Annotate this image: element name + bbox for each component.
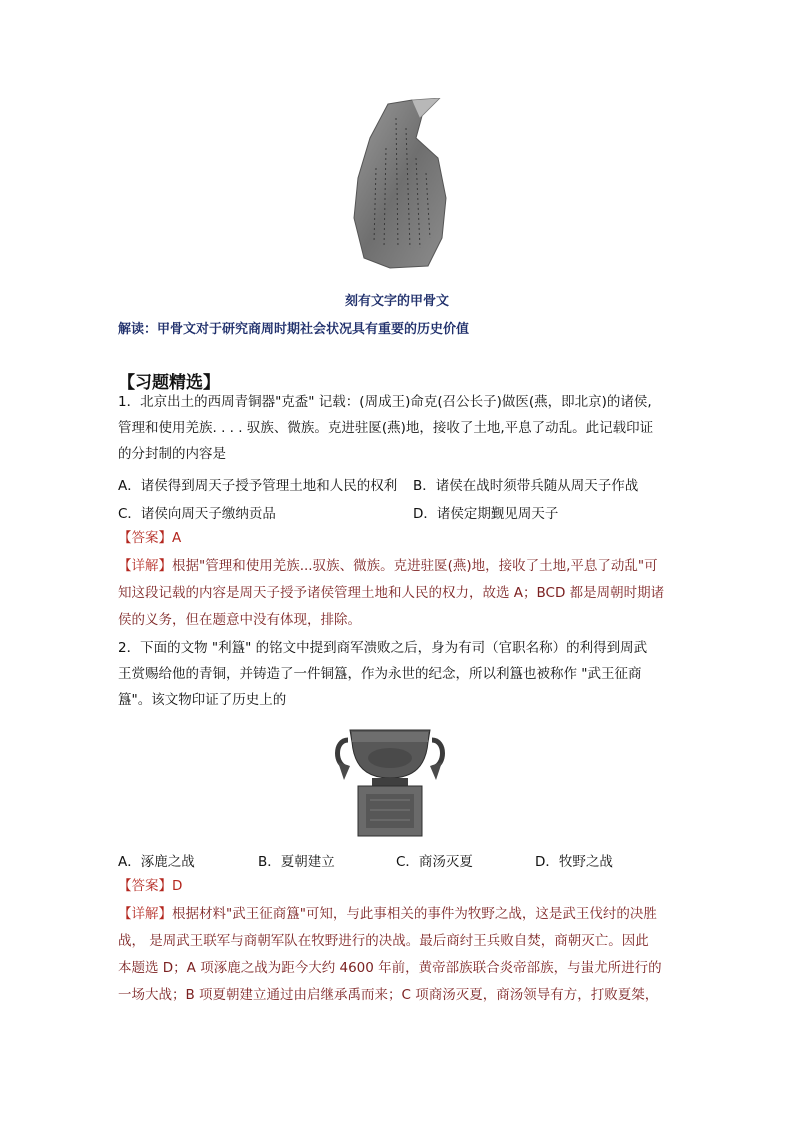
q2-detail-line-4: 一场大战；B 项夏朝建立通过由启继承禹而来；C 项商汤灭夏，商汤领导有方，打败夏桀，	[118, 987, 659, 1003]
q1-detail-text-1: 根据"管理和使用羌族...驭族、微族。克进驻匽(燕)地，接收了土地,平息了动乱"可	[172, 558, 658, 574]
section-title: 【习题精选】	[118, 373, 220, 393]
q1-line-2: 管理和使用羌族. . . . 驭族、微族。克进驻匽(燕)地，接收了土地,平息了动乱。此记载印证	[118, 420, 654, 436]
q2-detail-line-2: 战， 是周武王联军与商朝军队在牧野进行的决战。最后商纣王兵败自焚，商朝灭亡。因此	[118, 933, 649, 949]
q2-line-1: 2．下面的文物 "利簋" 的铭文中提到商军溃败之后，身为有司（官职名称）的利得到周武	[118, 640, 648, 656]
q1-answer-label: 【答案】	[118, 530, 172, 546]
note-label: 解读：	[118, 322, 158, 337]
q1-detail-label: 【详解】	[118, 558, 172, 574]
q1-option-b: B．诸侯在战时须带兵随从周天子作战	[413, 478, 639, 494]
q2-detail-text-1: 根据材料"武王征商簋"可知，与此事相关的事件为牧野之战，这是武王伐纣的决胜	[172, 906, 657, 922]
q1-answer	[118, 528, 678, 548]
q2-answer	[118, 876, 678, 896]
figure-caption: 刻有文字的甲骨文	[344, 294, 449, 309]
q1-detail-line-2: 知这段记载的内容是周天子授予诸侯管理土地和人民的权力，故选 A；BCD 都是周朝时期诸	[118, 585, 665, 601]
note-text: 甲骨文对于研究商周时期社会状况具有重要的历史价值	[157, 322, 470, 337]
bronze-gui-image	[330, 722, 450, 838]
q1-answer-value: A	[172, 530, 182, 546]
figure-note	[118, 318, 469, 337]
q1-detail-line-1	[118, 556, 678, 576]
q2-answer-value: D	[172, 878, 183, 894]
q1-option-c: C．诸侯向周天子缴纳贡品	[118, 506, 276, 522]
q2-option-b: B．夏朝建立	[258, 854, 335, 870]
q1-line-3: 的分封制的内容是	[118, 446, 226, 462]
q2-detail-line-1	[118, 904, 678, 924]
q1-option-d: D．诸侯定期觐见周天子	[413, 506, 559, 522]
q2-option-a: A．涿鹿之战	[118, 854, 195, 870]
q2-option-c: C．商汤灭夏	[396, 854, 473, 870]
q2-detail-line-3: 本题选 D；A 项涿鹿之战为距今大约 4600 年前，黄帝部族联合炎帝部族，与蚩尤所进行的	[118, 960, 662, 976]
q2-line-3: 簋"。该文物印证了历史上的	[118, 692, 287, 708]
q2-option-d: D．牧野之战	[535, 854, 613, 870]
q2-line-2: 王赏赐给他的青铜，并铸造了一件铜簋，作为永世的纪念，所以利簋也被称作 "武王征商	[118, 666, 642, 682]
q2-detail-label: 【详解】	[118, 906, 172, 922]
oracle-bone-image	[350, 98, 450, 270]
q1-option-a: A．诸侯得到周天子授予管理土地和人民的权利	[118, 478, 398, 494]
q1-detail-line-3: 侯的义务，但在题意中没有体现，排除。	[118, 612, 361, 628]
q2-answer-label: 【答案】	[118, 878, 172, 894]
q1-line-1: 1．北京出土的西周青铜器"克盉" 记载：(周成王)命克(召公长子)做医(燕，即北京)的诸侯,	[118, 394, 652, 410]
